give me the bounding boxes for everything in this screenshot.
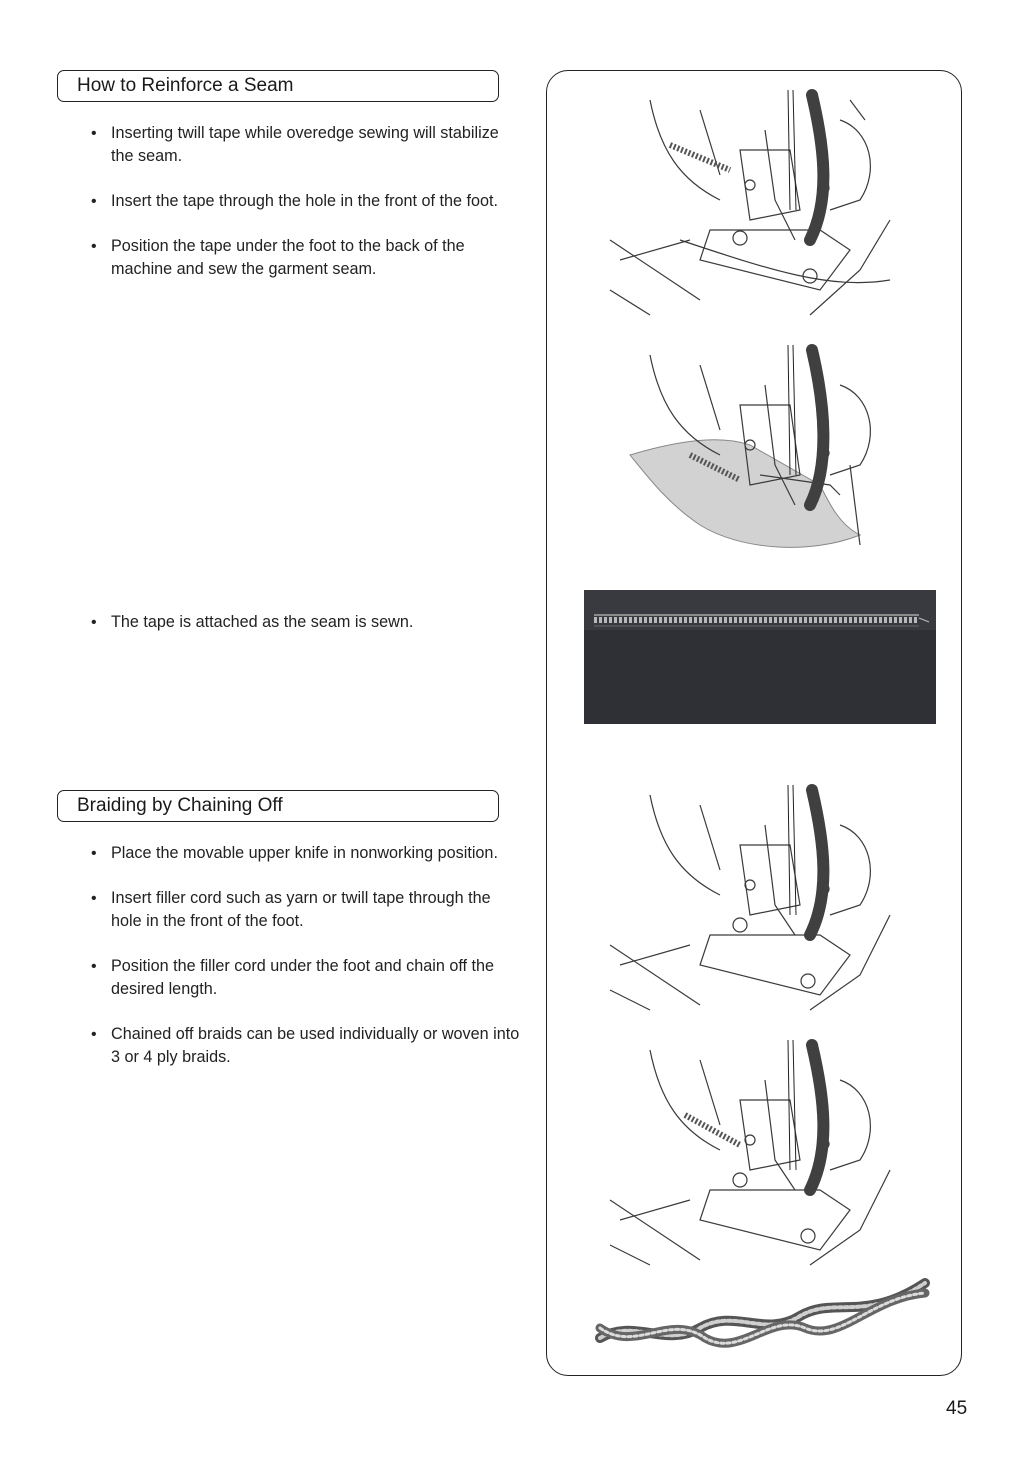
list-item: • Chained off braids can be used individually or woven into 3 or 4 ply braids. — [90, 1023, 524, 1069]
illustration-braid — [595, 1268, 935, 1358]
list-item: • Position the filler cord under the foot and chain off the desired length. — [90, 955, 524, 1001]
section-header-reinforce-seam: How to Reinforce a Seam — [57, 70, 499, 102]
list-item: • Insert filler cord such as yarn or twill tape through the hole in the front of the foot. — [90, 887, 524, 933]
braiding-steps — [90, 842, 524, 1069]
list-item: • Inserting twill tape while overedge sewing will stabilize the seam. — [90, 122, 524, 168]
illustration-filler-cord — [590, 785, 920, 1015]
illustration-chaining-off — [590, 1040, 920, 1270]
photo-attached-tape — [584, 590, 936, 724]
reinforce-seam-steps — [90, 122, 524, 281]
illustration-tape-insert — [590, 90, 920, 320]
illustration-sewing-seam — [590, 345, 920, 565]
list-item: • Insert the tape through the hole in the front of the foot. — [90, 190, 524, 213]
page-number: 45 — [946, 1398, 968, 1419]
reinforce-seam-result — [90, 611, 524, 634]
list-item: • The tape is attached as the seam is sewn. — [90, 611, 524, 634]
list-item: • Position the tape under the foot to the back of the machine and sew the garment seam. — [90, 235, 524, 281]
list-item: • Place the movable upper knife in nonworking position. — [90, 842, 524, 865]
section-header-braiding: Braiding by Chaining Off — [57, 790, 499, 822]
